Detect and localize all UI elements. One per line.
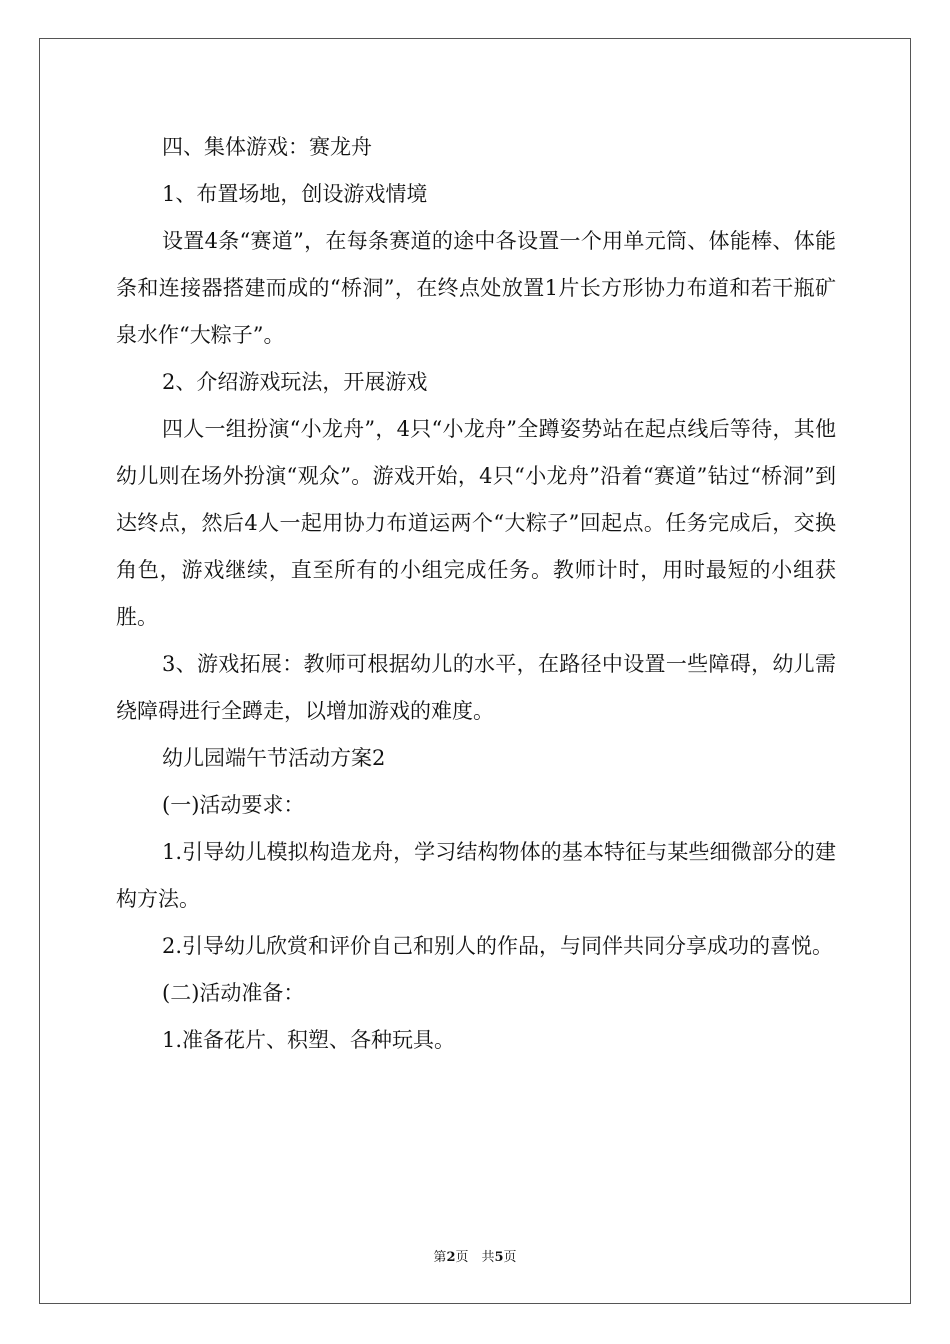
- body-paragraph: 3、游戏拓展：教师可根据幼儿的水平，在路径中设置一些障碍，幼儿需绕障碍进行全蹲走，以增加游戏的难度。: [116, 652, 836, 723]
- document-body: [116, 124, 836, 1064]
- body-paragraph: 1.准备花片、积塑、各种玩具。: [162, 1028, 456, 1052]
- body-paragraph: 设置4条“赛道”，在每条赛道的途中各设置一个用单元筒、体能棒、体能条和连接器搭建而成的“桥洞”，在终点处放置1片长方形协力布道和若干瓶矿泉水作“大粽子”。: [116, 229, 836, 347]
- document-title: 幼儿园端午节活动方案2: [162, 746, 386, 770]
- subheading: (二)活动准备：: [162, 981, 305, 1005]
- footer-prefix: 第: [433, 1250, 447, 1265]
- body-paragraph: 1.引导幼儿模拟构造龙舟，学习结构物体的基本特征与某些细微部分的建构方法。: [116, 840, 836, 911]
- subheading: 1、布置场地，创设游戏情境: [162, 182, 428, 206]
- page-footer: [0, 1250, 950, 1266]
- footer-suffix: 页: [503, 1250, 517, 1265]
- subheading: 2、介绍游戏玩法，开展游戏: [162, 370, 428, 394]
- body-paragraph: 四人一组扮演“小龙舟”，4只“小龙舟”全蹲姿势站在起点线后等待，其他幼儿则在场外扮演“观众”。游戏开始，4只“小龙舟”沿着“赛道”钻过“桥洞”到达终点，然后4人一起用协力布道运两个“大粽子”回起点。任务完成后，交换角色，游戏继续，直至所有的小组完成任务。教师计时，用时最短的小组获胜。: [116, 417, 836, 629]
- total-page-count: 5: [494, 1250, 504, 1265]
- current-page-number: 2: [446, 1250, 456, 1265]
- body-paragraph: 2.引导幼儿欣赏和评价自己和别人的作品，与同伴共同分享成功的喜悦。: [162, 934, 834, 958]
- footer-mid: 页 共: [455, 1250, 495, 1265]
- subheading: (一)活动要求：: [162, 793, 305, 817]
- section-heading: 四、集体游戏：赛龙舟: [162, 135, 372, 159]
